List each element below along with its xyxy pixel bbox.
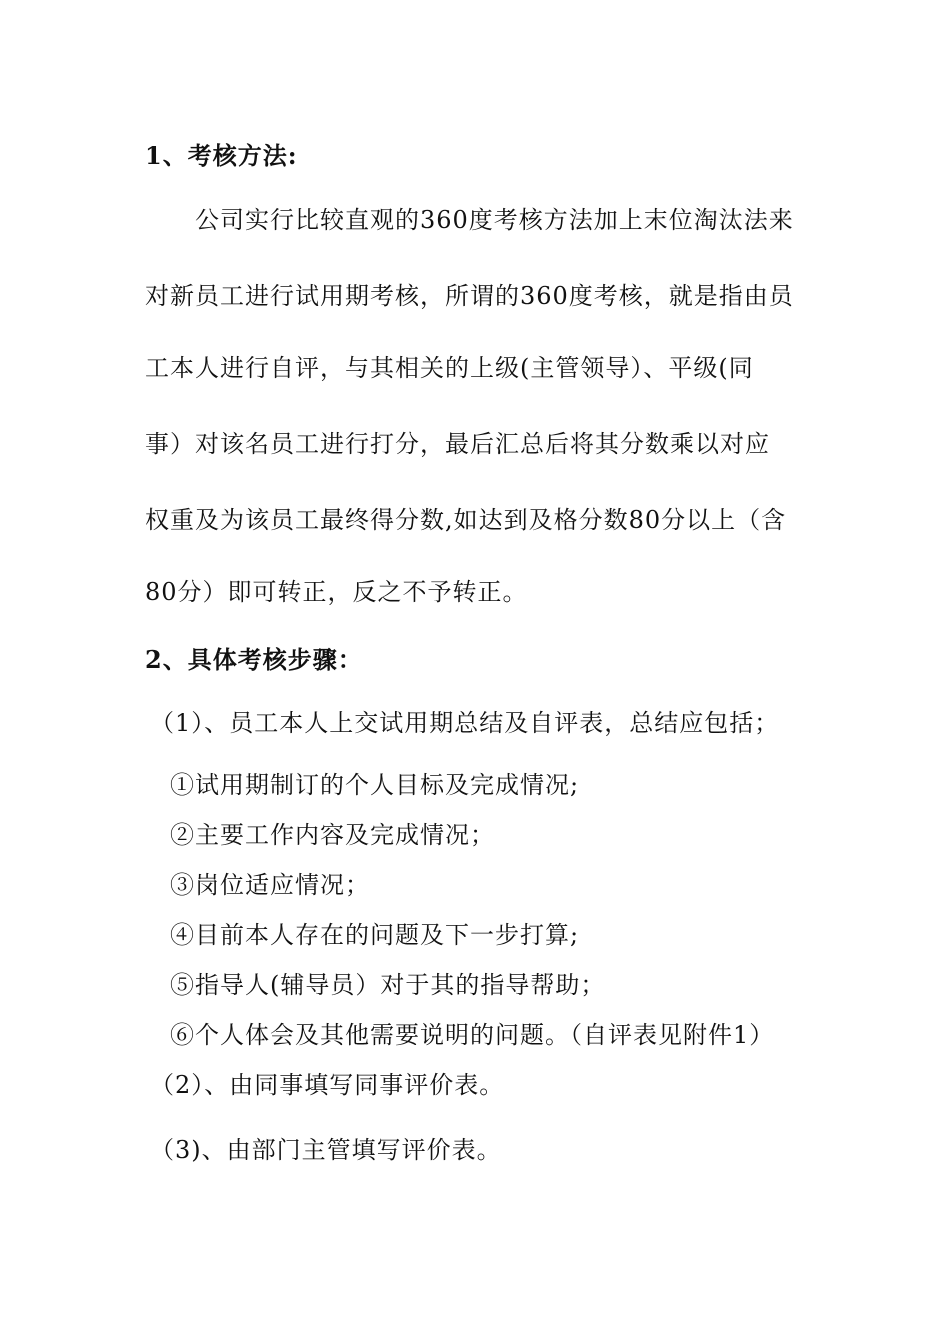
step-1: （1）、员工本人上交试用期总结及自评表，总结应包括； [150,709,780,737]
list-item: ⑤指导人(辅导员）对于其的指导帮助； [170,971,606,999]
list-item: ③岗位适应情况； [170,871,370,899]
section1-paragraph-line: 80分）即可转正，反之不予转正。 [145,578,528,606]
section1-paragraph-line: 工本人进行自评，与其相关的上级(主管领导）、平级(同 [145,354,754,382]
section1-paragraph-line: 对新员工进行试用期考核，所谓的360度考核，就是指由员 [145,282,794,310]
section1-paragraph-line: 事）对该名员工进行打分，最后汇总后将其分数乘以对应 [145,430,770,458]
list-item: ④目前本人存在的问题及下一步打算; [170,921,580,949]
section1-paragraph-line: 权重及为该员工最终得分数,如达到及格分数80分以上（含 [145,506,787,534]
step-3: （3)、由部门主管填写评价表。 [150,1136,502,1164]
section1-heading: 1、考核方法: [145,141,298,170]
list-item: ⑥个人体会及其他需要说明的问题。（自评表见附件1） [170,1021,775,1049]
list-item: ①试用期制订的个人目标及完成情况; [170,771,580,799]
step-2: （2）、由同事填写同事评价表。 [150,1071,505,1099]
section2-heading: 2、具体考核步骤： [145,645,363,674]
section1-paragraph-line: 公司实行比较直观的360度考核方法加上末位淘汰法来 [195,206,794,234]
list-item: ②主要工作内容及完成情况； [170,821,495,849]
